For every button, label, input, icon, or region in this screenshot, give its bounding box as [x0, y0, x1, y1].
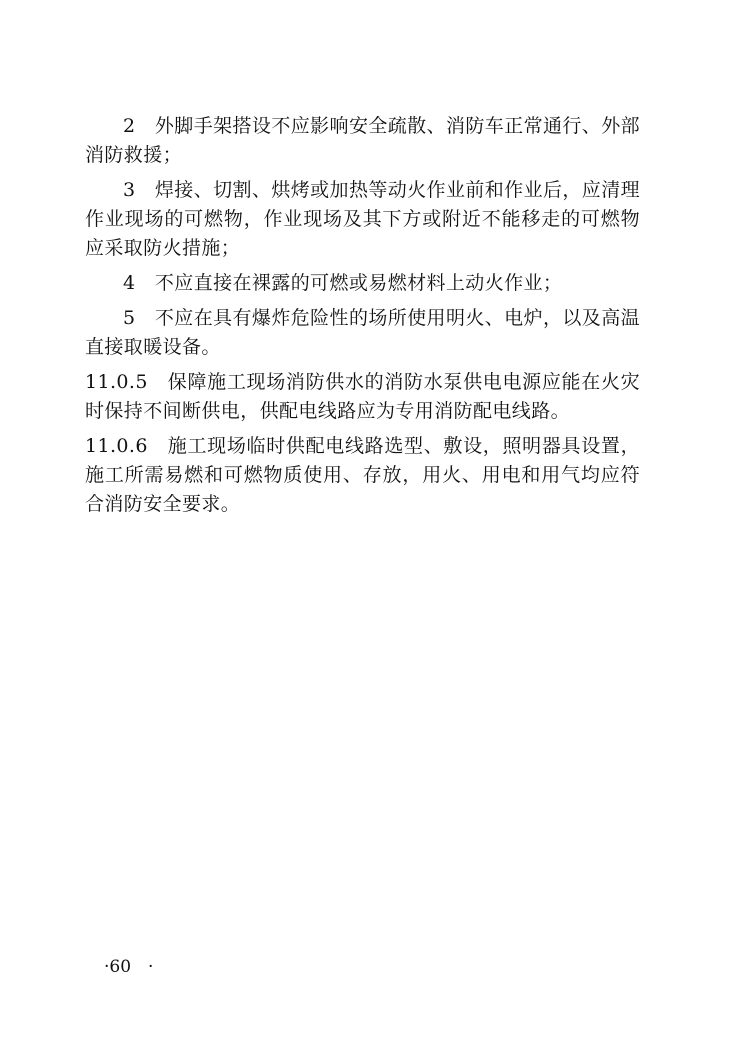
clause-11-0-5: 11.0.5 保障施工现场消防供水的消防水泵供电电源应能在火灾时保持不间断供电，供配电线路应为专用消防配电线路。: [85, 371, 640, 422]
page-number: ·60 ·: [104, 957, 154, 977]
clause-item-4: 4 不应直接在裸露的可燃或易燃材料上动火作业；: [123, 272, 563, 294]
clause-item-3: 3 焊接、切割、烘烤或加热等动火作业前和作业后，应清理作业现场的可燃物，作业现场及其下方或附近不能移走的可燃物应采取防火措施；: [85, 179, 640, 259]
clause-11-0-6: 11.0.6 施工现场临时供配电线路选型、敷设，照明器具设置，施工所需易燃和可燃物质使用、存放，用火、用电和用气均应符合消防安全要求。: [85, 435, 640, 515]
page-body: [85, 112, 640, 525]
clause-item-5: 5 不应在具有爆炸危险性的场所使用明火、电炉，以及高温直接取暖设备。: [85, 307, 640, 358]
clause-item-2: 2 外脚手架搭设不应影响安全疏散、消防车正常通行、外部消防救援；: [85, 115, 640, 166]
